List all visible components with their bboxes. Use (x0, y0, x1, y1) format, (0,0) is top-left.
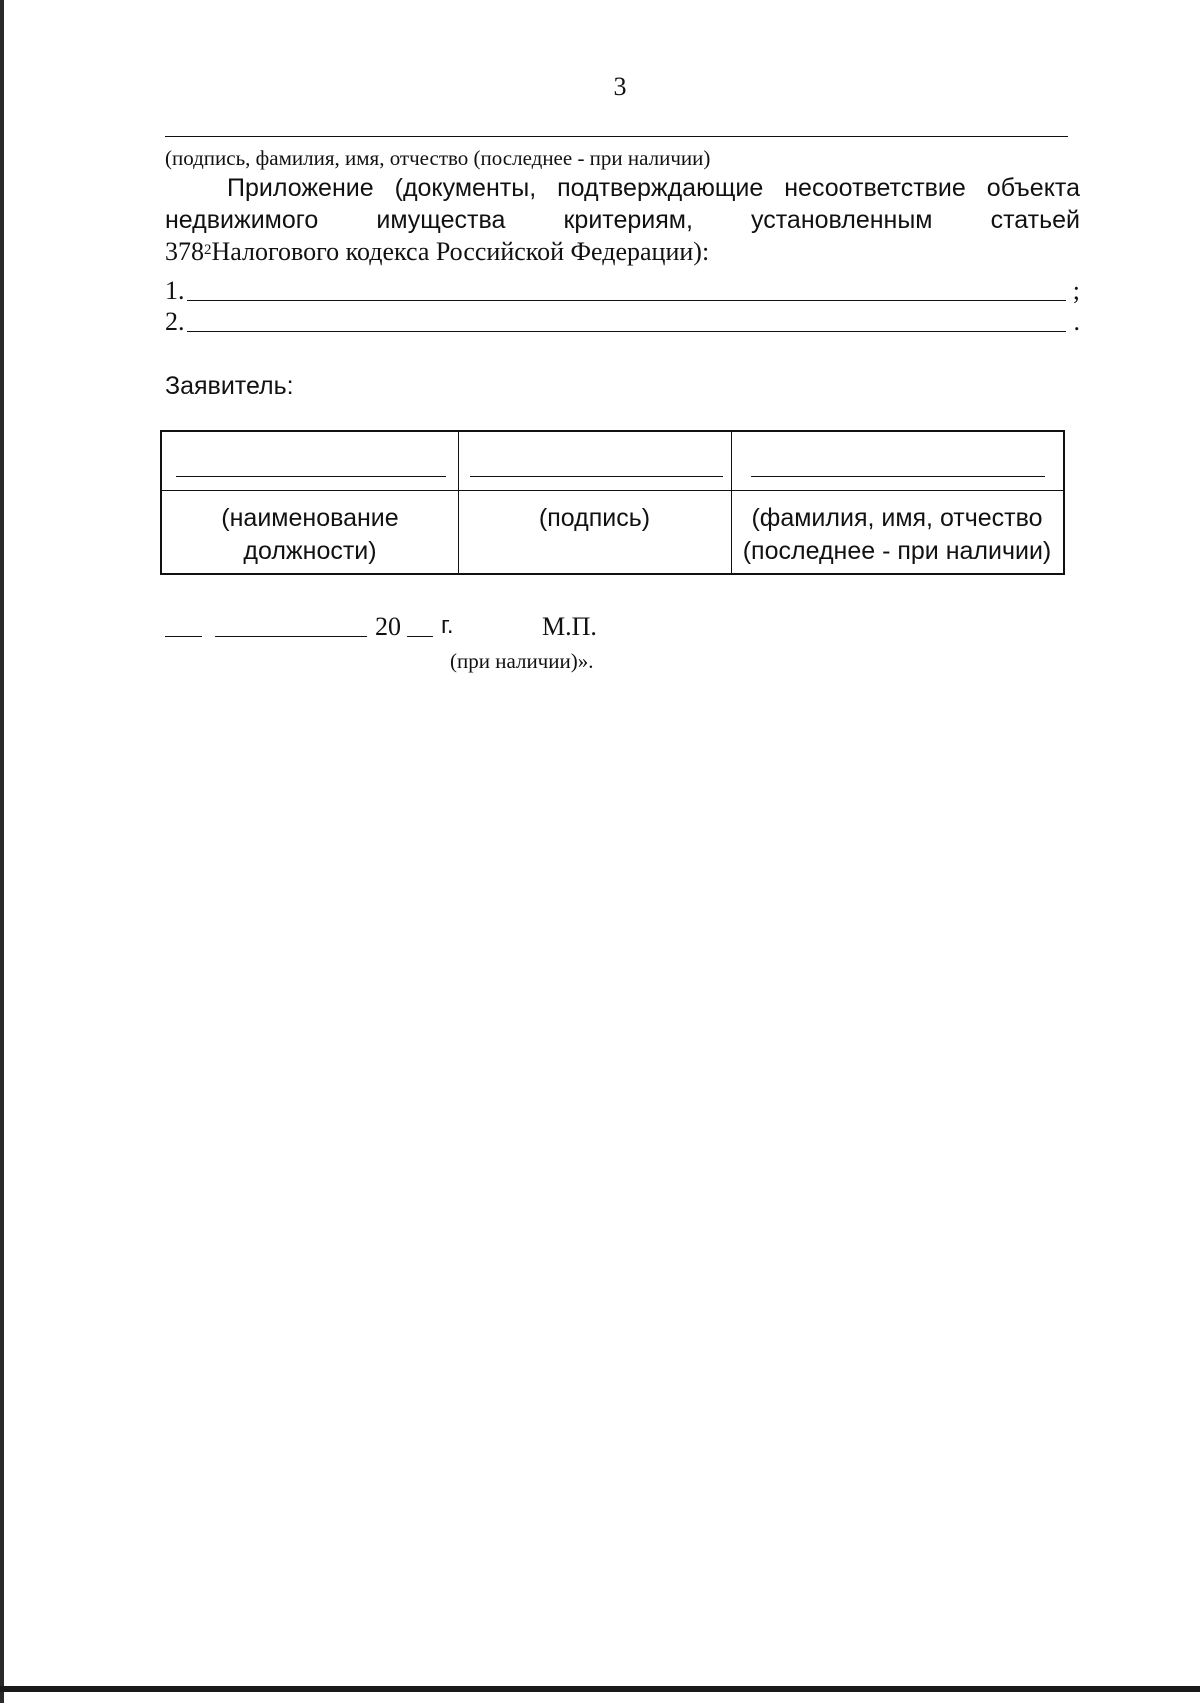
item-blank-line (187, 331, 1066, 332)
item-terminator: . (1073, 307, 1080, 336)
scan-bottom-edge (0, 1686, 1200, 1692)
year-prefix: 20 (375, 612, 401, 641)
year-suffix: г. (441, 612, 454, 639)
signature-caption: (подпись, фамилия, имя, отчество (последнее - при наличии) (165, 146, 711, 170)
appendix-line-3-text: Налогового кодекса Российской Федерации): (211, 237, 710, 266)
appendix-item (165, 307, 1080, 337)
appendix-paragraph (165, 172, 1080, 268)
signature-blank-line (165, 136, 1068, 137)
full-name-column (731, 432, 1063, 573)
applicant-label: Заявитель: (165, 372, 294, 400)
appendix-item (165, 276, 1080, 306)
appendix-line-1-text: Приложение (документы, подтверждающие несоответствие объекта (227, 174, 1080, 202)
month-blank (215, 636, 367, 637)
appendix-line-1 (165, 172, 1080, 204)
item-number: 1. (165, 276, 185, 305)
scan-binding-edge (0, 0, 4, 1703)
stamp-note: (при наличии)». (450, 649, 594, 673)
signature-blank-line (470, 476, 723, 477)
article-number: 378 (165, 237, 204, 266)
full-name-caption-line-2: (последнее - при наличии) (742, 537, 1052, 565)
item-blank-line (187, 300, 1066, 301)
position-column (162, 432, 459, 573)
full-name-blank-line (751, 476, 1045, 477)
appendix-line-3 (165, 236, 1080, 268)
position-caption-line-1: (наименование (221, 504, 399, 532)
item-terminator: ; (1072, 276, 1080, 305)
position-caption-line-2: должности) (243, 537, 377, 565)
signature-caption-cell (458, 502, 731, 535)
item-number: 2. (165, 307, 185, 336)
position-blank-line (176, 476, 446, 477)
table-row-divider (162, 490, 1063, 491)
day-blank (165, 636, 202, 637)
full-name-caption-line-1: (фамилия, имя, отчество (751, 504, 1043, 532)
page-number: 3 (613, 72, 627, 101)
signature-caption-line-1: (подпись) (538, 504, 651, 532)
article-superscript: 2 (204, 242, 212, 258)
stamp-label: М.П. (542, 612, 597, 641)
full-name-caption (731, 502, 1063, 568)
applicant-signature-table (160, 430, 1065, 575)
appendix-line-2: недвижимого имущества критериям, установленным статьей (165, 206, 1080, 234)
signature-column (458, 432, 732, 573)
position-caption (162, 502, 458, 568)
year-blank (407, 636, 433, 637)
